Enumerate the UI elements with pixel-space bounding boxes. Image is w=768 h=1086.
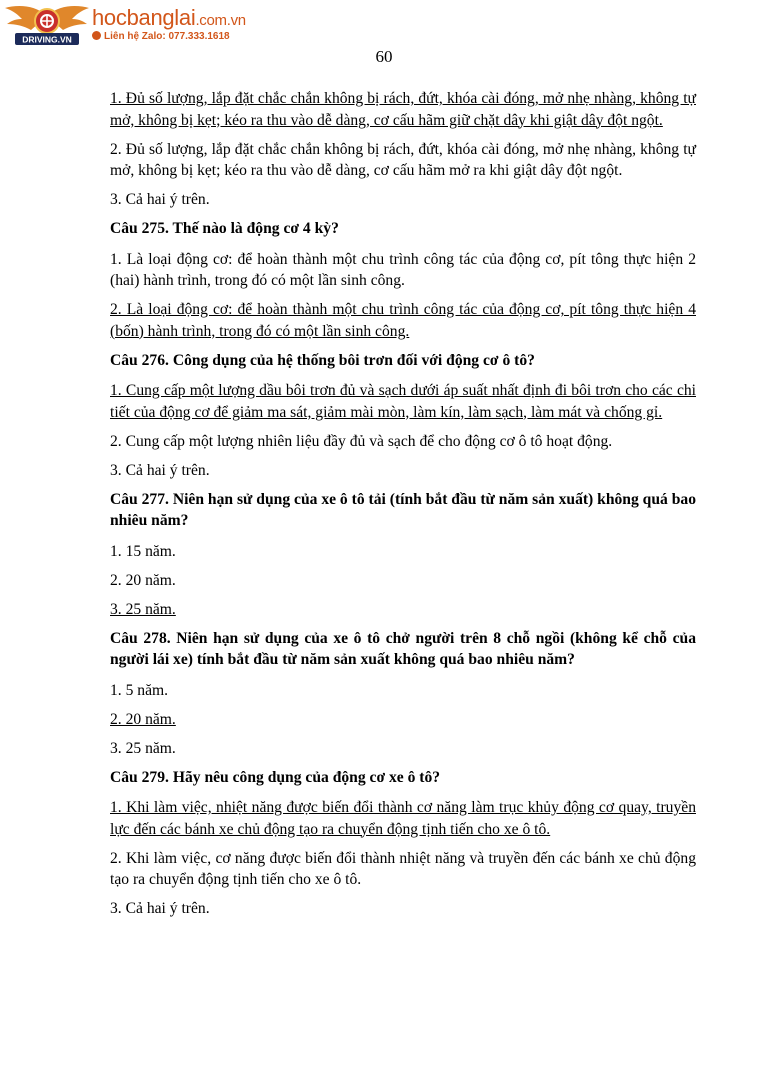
answer-option: 1. 15 năm.: [110, 542, 176, 560]
question-heading: Câu 275. Thế nào là động cơ 4 kỳ?: [110, 220, 339, 237]
answer-option: 3. Cả hai ý trên.: [110, 461, 210, 479]
question-heading: Câu 277. Niên hạn sử dụng của xe ô tô tải (tính bắt đầu từ năm sản xuất) không quá bao nhiêu năm?: [110, 490, 696, 529]
answer-option: 3. Cả hai ý trên.: [110, 191, 210, 208]
brand-tld: .com.vn: [195, 12, 246, 29]
answer-option: 2. Đủ số lượng, lắp đặt chắc chắn không bị rách, đứt, khóa cài đóng, mở nhẹ nhàng, không tự mở, không bị kẹt; kéo ra thu vào dễ dàng, cơ cấu hãm mở ra khi giật dây đột ngột.: [110, 140, 696, 179]
answer-option-correct: 2. 20 năm.: [110, 710, 176, 728]
question-heading: Câu 276. Công dụng của hệ thống bôi trơn đối với động cơ ô tô?: [110, 351, 535, 369]
answer-option: 3. 25 năm.: [110, 739, 176, 757]
answer-option-correct: 2. Là loại động cơ: để hoàn thành một chu trình công tác của động cơ, pít tông thực hiện 4 (bốn) hành trình, trong đó có một lần sinh công.: [110, 301, 696, 340]
answer-option-correct: 1. Khi làm việc, nhiệt năng được biến đổi thành cơ năng làm trục khủy động cơ quay, truyền lực đến các bánh xe chủ động tạo ra chuyển động tịnh tiến cho xe ô tô.: [110, 799, 696, 838]
contact-line: [92, 31, 230, 42]
brand-name: [92, 5, 246, 31]
answer-option: 2. 20 năm.: [110, 571, 176, 589]
question-heading: Câu 278. Niên hạn sử dụng của xe ô tô chở người trên 8 chỗ ngồi (không kể chỗ của người lái xe) tính bắt đầu từ năm sản xuất không quá bao nhiêu năm?: [110, 629, 696, 668]
answer-option: 3. Cả hai ý trên.: [110, 900, 210, 917]
document-body: [110, 88, 696, 927]
page-number: 60: [375, 47, 393, 66]
site-logo[interactable]: [4, 2, 244, 46]
logo-badge-text: DRIVING.VN: [22, 34, 72, 45]
answer-option: 1. Là loại động cơ: để hoàn thành một chu trình công tác của động cơ, pít tông thực hiện 2 (hai) hành trình, trong đó có một lần sinh công.: [110, 250, 696, 289]
contact-text: Liên hệ Zalo: 077.333.1618: [104, 31, 230, 42]
question-heading: Câu 279. Hãy nêu công dụng của động cơ xe ô tô?: [110, 768, 441, 786]
answer-option: 1. 5 năm.: [110, 681, 169, 699]
answer-option-correct: 1. Cung cấp một lượng dầu bôi trơn đủ và sạch dưới áp suất nhất định đi bôi trơn cho các chi tiết của động cơ để giảm ma sát, giảm mài mòn, làm kín, làm sạch, làm mát và chống gỉ.: [110, 382, 696, 421]
phone-icon: [92, 31, 101, 40]
answer-option-correct: 3. 25 năm.: [110, 600, 176, 618]
brand-text: hocbanglai: [92, 5, 196, 30]
winged-badge-logo: [4, 2, 90, 46]
answer-option-correct: 1. Đủ số lượng, lắp đặt chắc chắn không bị rách, đứt, khóa cài đóng, mở nhẹ nhàng, không tự mở, không bị kẹt; kéo ra thu vào dễ dàng, cơ cấu hãm giữ chặt dây khi giật dây đột ngột.: [110, 90, 696, 129]
answer-option: 2. Cung cấp một lượng nhiên liệu đầy đủ và sạch để cho động cơ ô tô hoạt động.: [110, 432, 613, 450]
answer-option: 2. Khi làm việc, cơ năng được biến đổi thành nhiệt năng và truyền đến các bánh xe chủ động tạo ra chuyển động tịnh tiến cho xe ô tô.: [110, 849, 696, 888]
